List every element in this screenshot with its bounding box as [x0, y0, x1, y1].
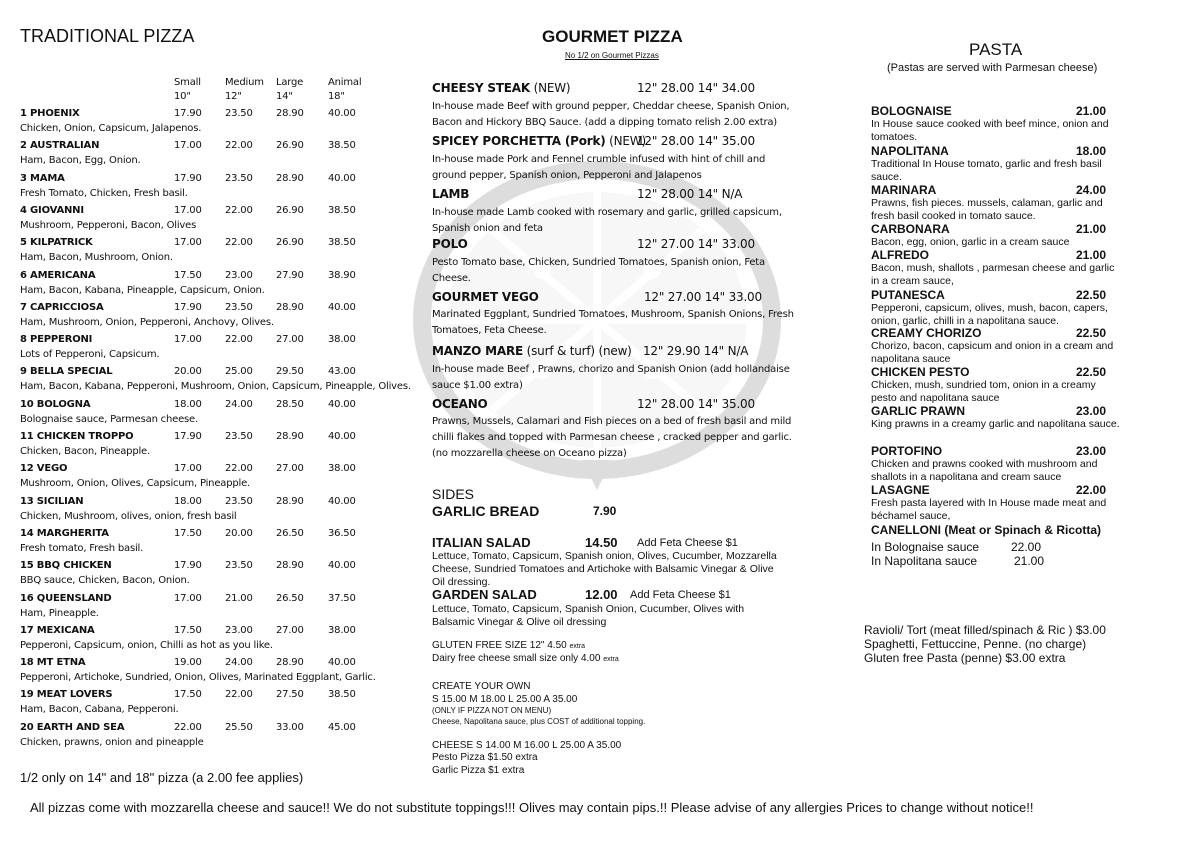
- pasta-name: ALFREDO: [871, 248, 929, 262]
- pizza-desc: Fresh Tomato, Chicken, Fresh basil.: [20, 187, 188, 199]
- pizza-price: 17.00: [174, 140, 202, 152]
- pizza-row: [20, 366, 411, 398]
- pizza-price: 18.00: [174, 398, 202, 410]
- pizza-row: [20, 528, 360, 560]
- gourmet-item-name: [432, 397, 488, 411]
- sides-title: SIDES: [432, 486, 475, 502]
- pizza-price: 17.90: [174, 560, 202, 572]
- pizza-price: 22.00: [225, 463, 253, 475]
- pasta-desc: Bacon, egg, onion, garlic in a cream sauce: [871, 236, 1070, 248]
- gourmet-pizza-title: GOURMET PIZZA: [542, 27, 683, 46]
- pizza-price: 26.50: [276, 527, 304, 539]
- gourmet-item-price: 12" 27.00 14" 33.00: [637, 237, 755, 251]
- pizza-price: 28.90: [276, 301, 304, 313]
- pasta-name: PUTANESCA: [871, 288, 945, 302]
- size-col-small: [174, 76, 201, 104]
- pasta-desc: King prawns in a creamy garlic and napolitana sauce.: [871, 418, 1120, 430]
- gourmet-name-text: OCEANO: [432, 397, 488, 411]
- gourmet-item-price: 12" 28.00 14" 35.00: [637, 397, 755, 411]
- canelloni-bolognaise-price: 22.00: [1011, 540, 1042, 554]
- pizza-price: 20.00: [225, 527, 253, 539]
- pizza-row: [20, 431, 360, 463]
- canelloni-napolitana-price: 21.00: [1014, 554, 1045, 568]
- garden-salad-desc: Lettuce, Tomato, Capsicum, Spanish Onion, Cucumber, Olives with Balsamic Vinegar & Olive oil dressing: [432, 603, 745, 628]
- pizza-desc: Ham, Bacon, Mushroom, Onion.: [20, 252, 173, 264]
- pizza-name: 12 VEGO: [20, 463, 68, 475]
- traditional-pizza-title: TRADITIONAL PIZZA: [20, 26, 195, 46]
- gourmet-item-desc: In-house made Pork and Fennel crumble infused with hint of chill and ground pepper, Spanish onion, Pepperoni and Jalapenos: [432, 154, 766, 181]
- pizza-price: 23.50: [225, 560, 253, 572]
- pizza-name: 4 GIOVANNI: [20, 204, 84, 216]
- pizza-price: 26.90: [276, 140, 304, 152]
- pizza-price: 37.50: [328, 592, 356, 604]
- create-your-own-cost-note: Cheese, Napolitana sauce, plus COST of additional topping.: [432, 717, 646, 726]
- pizza-price: 38.50: [328, 204, 356, 216]
- pasta-name: CHICKEN PESTO: [871, 365, 970, 379]
- italian-salad-price: 14.50: [585, 535, 618, 550]
- pizza-desc: Chicken, Bacon, Pineapple.: [20, 446, 150, 457]
- pizza-price: 40.00: [328, 495, 356, 507]
- pizza-desc: Bolognaise sauce, Parmesan cheese.: [20, 413, 198, 425]
- pizza-row: [20, 399, 360, 431]
- size-name: Medium: [225, 77, 264, 88]
- pizza-desc: Mushroom, Onion, Olives, Capsicum, Pineapple.: [20, 478, 250, 490]
- pasta-price: 21.00: [1076, 222, 1107, 236]
- pizza-price: 23.00: [225, 269, 253, 281]
- canelloni-title: CANELLONI (Meat or Spinach & Ricotta): [871, 523, 1102, 537]
- pizza-price: 28.90: [276, 657, 304, 669]
- garden-salad-name: GARDEN SALAD: [432, 587, 537, 602]
- pizza-name: 5 KILPATRICK: [20, 237, 93, 249]
- pizza-price: 25.50: [225, 721, 253, 733]
- pizza-price: 38.00: [328, 624, 356, 636]
- pizza-price: 28.90: [276, 560, 304, 572]
- pizza-row: [20, 657, 376, 689]
- pizza-price: 22.00: [225, 237, 253, 249]
- pasta-extra-gluten-free: Gluten free Pasta (penne) $3.00 extra: [864, 651, 1066, 665]
- pizza-desc: Chicken, prawns, onion and pineapple: [20, 736, 204, 748]
- pizza-price: 17.00: [174, 334, 202, 346]
- italian-salad-name: ITALIAN SALAD: [432, 535, 531, 550]
- pizza-price: 27.00: [276, 624, 304, 636]
- pasta-subtitle: (Pastas are served with Parmesan cheese): [887, 62, 1098, 74]
- pizza-row: [20, 140, 360, 172]
- pizza-price: 23.50: [225, 172, 253, 184]
- gourmet-name-text: POLO: [432, 237, 468, 251]
- pizza-price: 23.50: [225, 431, 253, 442]
- pizza-price: 40.00: [328, 172, 356, 184]
- pizza-price: 24.00: [225, 657, 253, 669]
- pizza-price: 28.90: [276, 108, 304, 119]
- pizza-desc: Ham, Bacon, Egg, Onion.: [20, 155, 141, 167]
- create-your-own-note: (ONLY IF PIZZA NOT ON MENU): [432, 706, 552, 715]
- pasta-desc: Prawns, fish pieces. mussels, calaman, garlic and fresh basil cooked in tomato sauce.: [871, 197, 1103, 222]
- size-inch: 12": [225, 91, 242, 102]
- pizza-price: 28.50: [276, 398, 304, 410]
- pizza-row: [20, 560, 360, 592]
- size-name: Large: [276, 77, 304, 88]
- gourmet-tag: (surf & turf) (new): [523, 344, 632, 358]
- gourmet-item-desc: In-house made Beef with ground pepper, Cheddar cheese, Spanish Onion, Bacon and Hickory BBQ Sauce. (add a dipping tomato relish 2.00 extra): [432, 101, 790, 128]
- pizza-row: [20, 463, 360, 495]
- cheese-pizza-prices: CHEESE S 14.00 M 16.00 L 25.00 A 35.00: [432, 740, 622, 751]
- pasta-extra-types: Spaghetti, Fettuccine, Penne. (no charge): [864, 637, 1087, 651]
- pizza-price: 38.50: [328, 689, 356, 701]
- pizza-row: [20, 108, 360, 140]
- pasta-name: PORTOFINO: [871, 444, 943, 458]
- pizza-name: 15 BBQ CHICKEN: [20, 560, 112, 572]
- pasta-desc: Bacon, mush, shallots , parmesan cheese and garlic in a cream sauce,: [871, 262, 1115, 287]
- pasta-extra-ravioli: Ravioli/ Tort (meat filled/spinach & Ric ) $3.00: [864, 623, 1106, 637]
- canelloni-bolognaise-label: In Bolognaise sauce: [871, 540, 980, 554]
- pizza-name: 10 BOLOGNA: [20, 398, 91, 410]
- pizza-name: 13 SICILIAN: [20, 495, 84, 507]
- pizza-price: 22.00: [225, 334, 253, 346]
- gourmet-item-name: [432, 187, 469, 201]
- gourmet-item-price: 12" 28.00 14" N/A: [637, 187, 743, 201]
- size-inch: 10": [174, 91, 191, 102]
- pizza-price: 23.50: [225, 495, 253, 507]
- pizza-desc: Ham, Bacon, Kabana, Pepperoni, Mushroom, Onion, Capsicum, Pineapple, Olives.: [20, 381, 411, 393]
- pizza-name: 8 PEPPERONI: [20, 334, 93, 346]
- gourmet-item-name: [432, 344, 632, 358]
- pizza-price: 17.50: [174, 689, 202, 701]
- pizza-price: 23.50: [225, 301, 253, 313]
- pizza-price: 17.90: [174, 172, 202, 184]
- pizza-price: 27.00: [276, 463, 304, 475]
- gourmet-item-price: 12" 28.00 14" 35.00: [637, 134, 755, 148]
- size-name: Animal: [328, 77, 362, 88]
- pizza-row: [20, 173, 360, 205]
- gourmet-name-text: MANZO MARE: [432, 344, 524, 358]
- pizza-row: [20, 593, 360, 625]
- pasta-title: PASTA: [969, 40, 1023, 59]
- pizza-price: 36.50: [328, 527, 356, 539]
- pizza-row: [20, 689, 360, 721]
- dairy-free-text: Dairy free cheese small size only 4.00: [432, 653, 601, 664]
- size-inch: 14": [276, 91, 293, 102]
- gourmet-name-text: SPICEY PORCHETTA (Pork): [432, 134, 606, 148]
- pasta-desc: Fresh pasta layered with In House made meat and béchamel sauce,: [871, 497, 1107, 522]
- pizza-price: 17.00: [174, 592, 202, 604]
- pizza-price: 40.00: [328, 431, 356, 442]
- gourmet-item-name: [432, 134, 646, 148]
- pizza-price: 27.50: [276, 689, 304, 701]
- gourmet-item-price: 12" 29.90 14" N/A: [643, 344, 749, 358]
- gourmet-tag: (NEW): [529, 81, 571, 95]
- pizza-price: 18.00: [174, 495, 202, 507]
- pizza-name: 3 MAMA: [20, 172, 65, 184]
- pizza-price: 28.90: [276, 495, 304, 507]
- pasta-price: 22.00: [1076, 483, 1107, 497]
- pasta-price: 23.00: [1076, 404, 1107, 418]
- dairy-free-suffix: extra: [603, 656, 619, 663]
- pizza-price: 38.00: [328, 463, 356, 475]
- pizza-price: 22.00: [225, 204, 253, 216]
- pasta-desc: Traditional In House tomato, garlic and fresh basil sauce.: [871, 158, 1102, 183]
- pizza-desc: Ham, Bacon, Cabana, Pepperoni.: [20, 704, 179, 716]
- pizza-row: [20, 270, 360, 302]
- garden-salad-price: 12.00: [585, 587, 618, 602]
- italian-salad-extra: Add Feta Cheese $1: [637, 537, 738, 549]
- pizza-price: 38.50: [328, 140, 356, 152]
- pizza-price: 25.00: [225, 366, 253, 378]
- pizza-price: 45.00: [328, 721, 356, 733]
- gourmet-item-desc: Marinated Eggplant, Sundried Tomatoes, Mushroom, Spanish Onions, Fresh Tomatoes, Feta Cheese.: [432, 309, 794, 336]
- pizza-desc: Lots of Pepperoni, Capsicum.: [20, 349, 160, 361]
- pasta-name: CREAMY CHORIZO: [871, 326, 982, 340]
- gourmet-item-name: [432, 290, 539, 304]
- pizza-price: 27.00: [276, 334, 304, 346]
- pizza-name: 20 EARTH AND SEA: [20, 721, 125, 733]
- gourmet-item-name: [432, 237, 468, 251]
- pizza-price: 43.00: [328, 366, 356, 378]
- pizza-row: [20, 334, 360, 366]
- pizza-name: 18 MT ETNA: [20, 657, 86, 669]
- pizza-price: 28.90: [276, 431, 304, 442]
- pizza-desc: Chicken, Onion, Capsicum, Jalapenos.: [20, 123, 202, 134]
- pizza-price: 28.90: [276, 172, 304, 184]
- pizza-price: 26.90: [276, 204, 304, 216]
- size-col-large: [276, 76, 303, 104]
- pasta-price: 21.00: [1076, 248, 1107, 262]
- pizza-price: 21.00: [225, 592, 253, 604]
- pizza-price: 17.90: [174, 108, 202, 119]
- size-col-animal: [328, 76, 361, 104]
- gluten-free-size: [432, 640, 585, 653]
- pizza-price: 26.50: [276, 592, 304, 604]
- size-name: Small: [174, 77, 201, 88]
- pizza-price: 17.90: [174, 431, 202, 442]
- pizza-name: 11 CHICKEN TROPPO: [20, 431, 134, 442]
- pizza-price: 17.50: [174, 624, 202, 636]
- pizza-name: 16 QUEENSLAND: [20, 592, 112, 604]
- pizza-price: 26.90: [276, 237, 304, 249]
- pizza-name: 2 AUSTRALIAN: [20, 140, 100, 152]
- pasta-desc: Chicken, mush, sundried tom, onion in a creamy pesto and napolitana sauce: [871, 379, 1096, 404]
- gourmet-name-text: GOURMET VEGO: [432, 290, 539, 304]
- pizza-price: 17.90: [174, 301, 202, 313]
- italian-salad-desc: Lettuce, Tomato, Capsicum, Spanish onion, Olives, Cucumber, Mozzarella Cheese, Sundried Tomatoes and Artichoke with Balsamic Vinegar & Olive Oil dressing.: [432, 550, 777, 588]
- pasta-price: 22.50: [1076, 326, 1107, 340]
- pizza-name: 17 MEXICANA: [20, 624, 95, 636]
- gourmet-item-desc: In-house made Beef , Prawns, chorizo and Spanish Onion (add hollandaise sauce $1.00 extra): [432, 364, 790, 391]
- pizza-price: 38.50: [328, 237, 356, 249]
- pasta-price: 21.00: [1076, 104, 1107, 118]
- gluten-free-suffix: extra: [569, 643, 586, 650]
- pizza-desc: Pepperoni, Artichoke, Sundried, Onion, Olives, Marinated Eggplant, Garlic.: [20, 672, 376, 684]
- garlic-pizza: Garlic Pizza $1 extra: [432, 765, 525, 776]
- pizza-price: 17.00: [174, 237, 202, 249]
- gourmet-item-desc: Prawns, Mussels, Calamari and Fish pieces on a bed of fresh basil and mild chilli flakes and topped with Parmesan cheese , cracked pepper and garlic. (no mozzarella cheese on Oceano pizza): [432, 416, 792, 459]
- gourmet-item-name: [432, 81, 570, 95]
- create-your-own-prices: S 15.00 M 18.00 L 25.00 A 35.00: [432, 694, 578, 705]
- pizza-price: 40.00: [328, 657, 356, 669]
- garlic-bread-name: GARLIC BREAD: [432, 503, 540, 519]
- pizza-price: 27.90: [276, 269, 304, 281]
- pizza-row: [20, 237, 360, 269]
- pizza-price: 17.50: [174, 527, 202, 539]
- pizza-price: 17.00: [174, 463, 202, 475]
- pizza-desc: Chicken, Mushroom, olives, onion, fresh basil: [20, 510, 237, 522]
- pizza-row: [20, 302, 360, 334]
- pizza-desc: Mushroom, Pepperoni, Bacon, Olives: [20, 219, 197, 231]
- pizza-price: 23.50: [225, 108, 253, 119]
- pasta-price: 23.00: [1076, 444, 1107, 458]
- pizza-name: 1 PHOENIX: [20, 108, 80, 119]
- pizza-price: 19.00: [174, 657, 202, 669]
- pizza-desc: Ham, Mushroom, Onion, Pepperoni, Anchovy, Olives.: [20, 316, 274, 328]
- pasta-desc: In House sauce cooked with beef mince, onion and tomatoes.: [871, 118, 1109, 143]
- pizza-price: 38.00: [328, 334, 356, 346]
- pizza-price: 40.00: [328, 108, 356, 119]
- pizza-price: 22.00: [225, 689, 253, 701]
- pizza-price: 40.00: [328, 301, 356, 313]
- gluten-free-text: GLUTEN FREE SIZE 12" 4.50: [432, 640, 567, 651]
- canelloni-napolitana-label: In Napolitana sauce: [871, 554, 978, 568]
- pasta-price: 18.00: [1076, 144, 1107, 158]
- pesto-pizza: Pesto Pizza $1.50 extra: [432, 752, 538, 763]
- gourmet-item-desc: In-house made Lamb cooked with rosemary and garlic, grilled capsicum, Spanish onion and feta: [432, 207, 782, 234]
- pizza-name: 14 MARGHERITA: [20, 527, 109, 539]
- pizza-name: 19 MEAT LOVERS: [20, 689, 113, 701]
- pizza-price: 40.00: [328, 560, 356, 572]
- size-col-medium: [225, 76, 264, 104]
- pizza-price: 22.00: [225, 140, 253, 152]
- pasta-desc: Chorizo, bacon, capsicum and onion in a cream and napolitana sauce: [871, 340, 1114, 365]
- pasta-price: 22.50: [1076, 288, 1107, 302]
- create-your-own-title: CREATE YOUR OWN: [432, 681, 531, 692]
- dairy-free-cheese: [432, 653, 619, 666]
- gourmet-tag: (NEW): [605, 134, 646, 148]
- pizza-price: 22.00: [174, 721, 202, 733]
- pizza-name: 9 BELLA SPECIAL: [20, 366, 113, 378]
- pizza-price: 40.00: [328, 398, 356, 410]
- pizza-price: 24.00: [225, 398, 253, 410]
- pizza-desc: Ham, Bacon, Kabana, Pineapple, Capsicum, Onion.: [20, 284, 265, 296]
- pasta-desc: Pepperoni, capsicum, olives, mush, bacon, capers, onion, garlic, chilli in a napolitana sauce.: [871, 302, 1108, 327]
- pizza-row: [20, 625, 360, 657]
- gourmet-item-price: 12" 27.00 14" 33.00: [644, 290, 762, 304]
- pizza-price: 38.90: [328, 269, 356, 281]
- pizza-row: [20, 496, 360, 528]
- pasta-name: NAPOLITANA: [871, 144, 949, 158]
- garlic-bread-price: 7.90: [593, 504, 617, 518]
- pasta-desc: Chicken and prawns cooked with mushroom and shallots in a napolitana and cream sauce: [871, 458, 1098, 483]
- pizza-desc: Fresh tomato, Fresh basil.: [20, 542, 144, 554]
- pasta-price: 24.00: [1076, 183, 1107, 197]
- pizza-name: 7 CAPRICCIOSA: [20, 301, 104, 313]
- pasta-name: CARBONARA: [871, 222, 950, 236]
- pizza-price: 33.00: [276, 721, 304, 733]
- pizza-price: 23.00: [225, 624, 253, 636]
- pasta-name: MARINARA: [871, 183, 937, 197]
- pizza-desc: Pepperoni, Capsicum, onion, Chilli as hot as you like.: [20, 639, 273, 651]
- half-pizza-note: 1/2 only on 14" and 18" pizza (a 2.00 fee applies): [20, 770, 304, 785]
- pasta-name: BOLOGNAISE: [871, 104, 952, 118]
- gourmet-item-price: 12" 28.00 14" 34.00: [637, 81, 755, 95]
- pizza-row: [20, 722, 360, 754]
- gourmet-pizza-subtitle: No 1/2 on Gourmet Pizzas: [565, 51, 659, 60]
- pizza-name: 6 AMERICANA: [20, 269, 96, 281]
- pizza-desc: BBQ sauce, Chicken, Bacon, Onion.: [20, 575, 190, 587]
- pasta-price: 22.50: [1076, 365, 1107, 379]
- footer-notice: All pizzas come with mozzarella cheese and sauce!! We do not substitute toppings!!! Olives may contain pips.!! Please advise of any allergies Prices to change without notice!!: [30, 800, 1034, 815]
- pasta-name: LASAGNE: [871, 483, 930, 497]
- gourmet-name-text: CHEESY STEAK: [432, 81, 530, 95]
- gourmet-name-text: LAMB: [432, 187, 470, 201]
- gourmet-item-desc: Pesto Tomato base, Chicken, Sundried Tomatoes, Spanish onion, Feta Cheese.: [432, 257, 765, 284]
- size-inch: 18": [328, 91, 345, 102]
- pizza-desc: Ham, Pineapple.: [20, 607, 99, 619]
- pizza-row: [20, 205, 360, 237]
- pizza-price: 17.00: [174, 204, 202, 216]
- pizza-price: 20.00: [174, 366, 202, 378]
- pasta-name: GARLIC PRAWN: [871, 404, 965, 418]
- pizza-price: 17.50: [174, 269, 202, 281]
- pizza-price: 29.50: [276, 366, 304, 378]
- garden-salad-extra: Add Feta Cheese $1: [630, 589, 731, 601]
